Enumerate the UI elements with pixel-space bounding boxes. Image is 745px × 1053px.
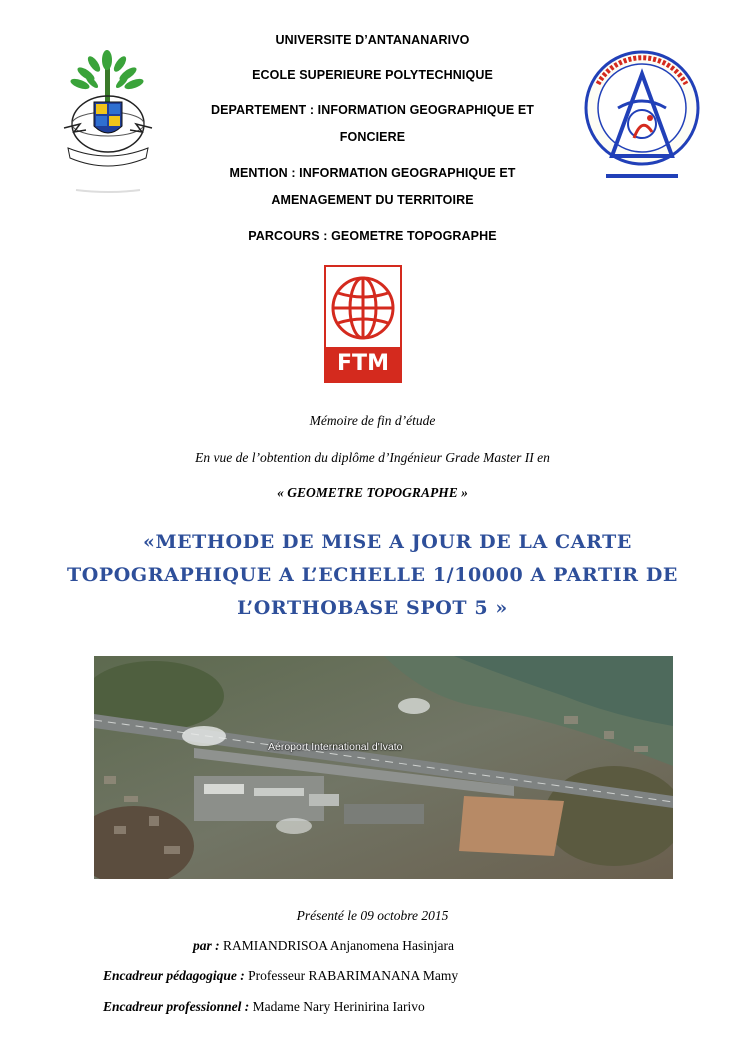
department-line-1: DEPARTEMENT : INFORMATION GEOGRAPHIQUE ET — [210, 103, 535, 117]
pedagogical-supervisor-name: Professeur RABARIMANANA Mamy — [248, 968, 459, 983]
thesis-title-line-1: «METHODE DE MISE A JOUR DE LA CARTE — [142, 531, 632, 553]
pedagogical-supervisor-label: Encadreur pédagogique : — [103, 968, 245, 983]
professional-supervisor-label: Encadreur professionnel : — [103, 999, 250, 1014]
school-name: ECOLE SUPERIEURE POLYTECHNIQUE — [252, 68, 493, 82]
ftm-logo — [324, 265, 402, 383]
globe-icon — [326, 271, 400, 345]
parcours: PARCOURS : GEOMETRE TOPOGRAPHE — [248, 229, 497, 243]
airport-satellite-image — [94, 656, 673, 879]
image-caption: Aéroport International d'Ivato — [268, 741, 403, 753]
ftm-text: FTM — [326, 347, 400, 381]
memoire-line-1: Mémoire de fin d’étude — [309, 413, 436, 428]
presented-date: Présenté le 09 octobre 2015 — [296, 908, 449, 923]
memoire-line-2: En vue de l’obtention du diplôme d’Ingénieur Grade Master II en — [195, 450, 550, 465]
thesis-title-line-3: L’ORTHOBASE SPOT 5 » — [237, 597, 508, 619]
university-name: UNIVERSITE D’ANTANANARIVO — [275, 33, 470, 47]
mention-line-2: AMENAGEMENT DU TERRITOIRE — [271, 193, 474, 207]
pedagogical-supervisor-line — [103, 968, 458, 984]
author-line — [193, 938, 454, 954]
mention-line-1: MENTION : INFORMATION GEOGRAPHIQUE ET — [229, 166, 516, 180]
memoire-line-3: « GEOMETRE TOPOGRAPHE » — [277, 485, 468, 500]
author-label: par : — [193, 938, 220, 953]
department-line-2: FONCIERE — [339, 130, 406, 144]
thesis-title-line-2: TOPOGRAPHIQUE A L’ECHELLE 1/10000 A PARTIR DE — [67, 564, 678, 586]
professional-supervisor-name: Madame Nary Herinirina Iarivo — [252, 999, 425, 1014]
author-name: RAMIANDRISOA Anjanomena Hasinjara — [223, 938, 454, 953]
professional-supervisor-line — [103, 999, 425, 1015]
